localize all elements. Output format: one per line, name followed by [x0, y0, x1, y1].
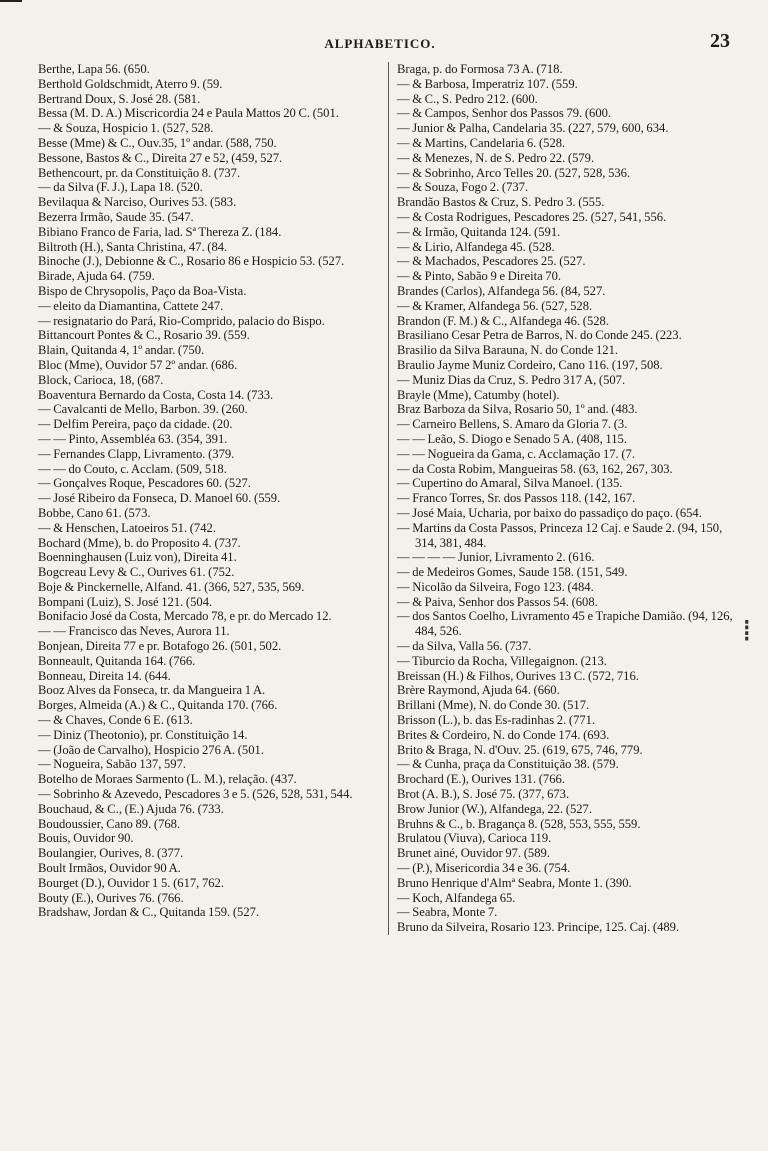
page-number: 23 [710, 30, 730, 52]
directory-entry: — & Menezes, N. de S. Pedro 22. (579. [397, 150, 595, 165]
directory-entry: Bispo de Chrysopolis, Paço da Boa-Vista. [38, 283, 247, 298]
directory-entry: Bourget (D.), Ouvidor 1 5. (617, 762. [38, 875, 225, 890]
directory-entry: Brisson (L.), b. das Es-radinhas 2. (771. [397, 713, 596, 728]
directory-entry: — Nogueira, Sabão 137, 597. [38, 757, 187, 772]
directory-entry: — Muniz Dias da Cruz, S. Pedro 317 A, (507. [397, 372, 626, 387]
directory-entry: — resignatario do Pará, Rio-Comprido, palacio do Bispo. [38, 313, 325, 328]
directory-entry: Braga, p. do Formosa 73 A. (718. [397, 62, 563, 76]
directory-entry: — Sobrinho & Azevedo, Pescadores 3 e 5. (526, 528, 531, 544. [38, 787, 353, 802]
left-column [38, 62, 389, 935]
directory-entry: Braz Barboza da Silva, Rosario 50, 1º and. (483. [397, 402, 638, 417]
directory-entry: Bloc (Mme), Ouvidor 57 2º andar. (686. [38, 357, 238, 372]
directory-entry: Bibiano Franco de Faria, lad. Sª Thereza Z. (184. [38, 224, 282, 239]
directory-entry: — Nicolão da Silveira, Fogo 123. (484. [397, 579, 594, 594]
directory-entry: — & Lirio, Alfandega 45. (528. [397, 239, 555, 254]
directory-entry: — & Barbosa, Imperatriz 107. (559. [397, 76, 578, 91]
directory-entry: — Junior & Palha, Candelaria 35. (227, 579, 600, 634. [397, 121, 669, 136]
directory-entry: Bertrand Doux, S. José 28. (581. [38, 91, 201, 106]
directory-entry: Bruno Henrique d'Almª Seabra, Monte 1. (390. [397, 875, 632, 890]
directory-entry: Berthe, Lapa 56. (650. [38, 62, 150, 76]
directory-entry: — (João de Carvalho), Hospicio 276 A. (501. [38, 742, 264, 757]
directory-entry: Bompani (Luiz), S. José 121. (504. [38, 594, 213, 609]
directory-entry: Boaventura Bernardo da Costa, Costa 14. (733. [38, 387, 274, 402]
directory-entry: Brochard (E.), Ourives 131. (766. [397, 772, 565, 787]
directory-entry: — & Martins, Candelaria 6. (528. [397, 135, 566, 150]
directory-entry: — & Souza, Hospicio 1. (527, 528. [38, 121, 214, 136]
binding-strip-mark: ⁞ [742, 614, 752, 649]
directory-entry: — & Henschen, Latoeiros 51. (742. [38, 520, 216, 535]
directory-entry: Biltroth (H.), Santa Christina, 47. (84. [38, 239, 228, 254]
directory-entry: Bonifacio José da Costa, Mercado 78, e pr. do Mercado 12. [38, 609, 332, 624]
directory-entry: Boenninghausen (Luiz von), Direita 41. [38, 550, 237, 565]
directory-entry: — Cupertino do Amaral, Silva Manoel. (135. [397, 476, 623, 491]
directory-entry: — Tiburcio da Rocha, Villegaignon. (213. [397, 653, 607, 668]
directory-entry: — eleito da Diamantina, Cattete 247. [38, 298, 224, 313]
directory-entry: Brère Raymond, Ajuda 64. (660. [397, 683, 560, 698]
directory-entry: Block, Carioca, 18, (687. [38, 372, 164, 387]
directory-entry: — de Medeiros Gomes, Saude 158. (151, 549. [397, 565, 628, 580]
directory-entry: Berthold Goldschmidt, Aterro 9. (59. [38, 76, 223, 91]
directory-entry: Bochard (Mme), b. do Proposito 4. (737. [38, 535, 241, 550]
directory-entry: Brot (A. B.), S. José 75. (377, 673. [397, 787, 570, 802]
directory-entry: Bradshaw, Jordan & C., Quitanda 159. (527. [38, 905, 260, 920]
directory-entry: — Gonçalves Roque, Pescadores 60. (527. [38, 476, 251, 491]
directory-entry: — — Pinto, Assembléa 63. (354, 391. [38, 431, 228, 446]
directory-entry: Brillani (Mme), N. do Conde 30. (517. [397, 698, 590, 713]
directory-entry: Braulio Jayme Muniz Cordeiro, Cano 116. (197, 508. [397, 357, 663, 372]
directory-entry: — & Paiva, Senhor dos Passos 54. (608. [397, 594, 598, 609]
directory-entry: Bruno da Silveira, Rosario 123. Principe, 125. Caj. (489. [397, 920, 680, 935]
directory-entry: Bittancourt Pontes & C., Rosario 39. (559. [38, 328, 250, 343]
directory-entry: — & Souza, Fogo 2. (737. [397, 180, 529, 195]
directory-entry: — & Kramer, Alfandega 56. (527, 528. [397, 298, 593, 313]
directory-entry: Brasilio da Silva Barauna, N. do Conde 121. [397, 343, 619, 358]
directory-entry: — — Francisco das Neves, Aurora 11. [38, 624, 230, 639]
directory-entry: Bezerra Irmão, Saude 35. (547. [38, 209, 194, 224]
directory-entry: Bouty (E.), Ourives 76. (766. [38, 890, 184, 905]
directory-entry: Bessa (M. D. A.) Miscricordia 24 e Paula Mattos 20 C. (501. [38, 106, 339, 121]
directory-entry: Bruhns & C., b. Bragança 8. (528, 553, 555, 559. [397, 816, 641, 831]
directory-entry: Bouis, Ouvidor 90. [38, 831, 134, 846]
directory-entry: — Martins da Costa Passos, Princeza 12 Caj. e Saude 2. (94, 150, 314, 381, 484. [397, 520, 723, 550]
directory-entry: Besse (Mme) & C., Ouv.35, 1º andar. (588, 750. [38, 135, 277, 150]
directory-entry: Brandon (F. M.) & C., Alfandega 46. (528. [397, 313, 610, 328]
directory-entry: — — do Couto, c. Acclam. (509, 518. [38, 461, 227, 476]
directory-entry: — & Machados, Pescadores 25. (527. [397, 254, 586, 269]
directory-entry: — & Campos, Senhor dos Passos 79. (600. [397, 106, 612, 121]
directory-entry: Blain, Quitanda 4, 1º andar. (750. [38, 343, 205, 358]
directory-entry: — & Costa Rodrigues, Pescadores 25. (527, 541, 556. [397, 209, 667, 224]
directory-entry: Bonneault, Quitanda 164. (766. [38, 653, 196, 668]
directory-entry: Bonneau, Direita 14. (644. [38, 668, 171, 683]
directory-entry: Boudoussier, Cano 89. (768. [38, 816, 181, 831]
directory-entry: Brunet ainé, Ouvidor 97. (589. [397, 846, 550, 861]
directory-entry: — — Nogueira da Gama, c. Acclamação 17. (7. [397, 446, 635, 461]
directory-entry: Bogcreau Levy & C., Ourives 61. (752. [38, 565, 235, 580]
directory-entry: Bonjean, Direita 77 e pr. Botafogo 26. (501, 502. [38, 639, 282, 654]
right-column [389, 62, 740, 935]
directory-entry: — da Silva, Valla 56. (737. [397, 639, 532, 654]
directory-entry: — Carneiro Bellens, S. Amaro da Gloria 7. (3. [397, 417, 628, 432]
directory-entry: — Diniz (Theotonio), pr. Constituição 14. [38, 727, 248, 742]
directory-entry: Birade, Ajuda 64. (759. [38, 269, 155, 284]
directory-entry: Booz Alves da Fonseca, tr. da Mangueira 1 A. [38, 683, 266, 698]
directory-entry: Brow Junior (W.), Alfandega, 22. (527. [397, 801, 593, 816]
directory-entry: — Seabra, Monte 7. [397, 905, 498, 920]
directory-entry: Boje & Pinckernelle, Alfand. 41. (366, 527, 535, 569. [38, 579, 305, 594]
directory-entry: Breissan (H.) & Filhos, Ourives 13 C. (572, 716. [397, 668, 639, 683]
directory-entry: — da Silva (F. J.), Lapa 18. (520. [38, 180, 203, 195]
directory-entry: Borges, Almeida (A.) & C., Quitanda 170. (766. [38, 698, 278, 713]
directory-entry: — & C., S. Pedro 212. (600. [397, 91, 538, 106]
directory-entry: — Delfim Pereira, paço da cidade. (20. [38, 417, 233, 432]
directory-entry: Brites & Cordeiro, N. do Conde 174. (693. [397, 727, 610, 742]
directory-entry: — — — — Junior, Livramento 2. (616. [397, 550, 595, 565]
directory-entry: Brandes (Carlos), Alfandega 56. (84, 527. [397, 283, 606, 298]
directory-entry: Bessone, Bastos & C., Direita 27 e 52, (459, 527. [38, 150, 283, 165]
directory-entry: — Cavalcanti de Mello, Barbon. 39. (260. [38, 402, 248, 417]
directory-entry: Bouchaud, & C., (E.) Ajuda 76. (733. [38, 801, 224, 816]
directory-entry: — & Cunha, praça da Constituição 38. (579. [397, 757, 619, 772]
directory-entry: Boulangier, Ourives, 8. (377. [38, 846, 184, 861]
directory-entry: — Franco Torres, Sr. dos Passos 118. (142, 167. [397, 491, 636, 506]
directory-entry: Boult Irmãos, Ouvidor 90 A. [38, 861, 181, 876]
directory-entry: — dos Santos Coelho, Livramento 45 e Trapiche Damião. (94, 126, 484, 526. [397, 609, 733, 639]
directory-entry: — da Costa Robim, Mangueiras 58. (63, 162, 267, 303. [397, 461, 673, 476]
directory-entry: Bevilaqua & Narciso, Ourives 53. (583. [38, 195, 237, 210]
directory-entry: Botelho de Moraes Sarmento (L. M.), relação. (437. [38, 772, 297, 787]
running-head: ALPHABETICO. [324, 36, 436, 51]
directory-entry: — José Ribeiro da Fonseca, D. Manoel 60. (559. [38, 491, 281, 506]
directory-entry: Brasiliano Cesar Petra de Barros, N. do Conde 245. (223. [397, 328, 682, 343]
directory-entry: — — Leão, S. Diogo e Senado 5 A. (408, 115. [397, 431, 627, 446]
directory-entry: Brayle (Mme), Catumby (hotel). [397, 387, 560, 402]
directory-entry: Binoche (J.), Debionne & C., Rosario 86 e Hospicio 53. (527. [38, 254, 345, 269]
page-header [30, 30, 730, 60]
directory-entry: Brito & Braga, N. d'Ouv. 25. (619, 675, 746, 779. [397, 742, 643, 757]
directory-entry: Brandão Bastos & Cruz, S. Pedro 3. (555. [397, 195, 605, 210]
directory-entry: Bobbe, Cano 61. (573. [38, 505, 151, 520]
directory-entry: — Fernandes Clapp, Livramento. (379. [38, 446, 235, 461]
directory-entry: — Koch, Alfandega 65. [397, 890, 516, 905]
directory-entry: — & Chaves, Conde 6 E. (613. [38, 713, 193, 728]
directory-entry: — & Pinto, Sabão 9 e Direita 70. [397, 269, 562, 284]
corner-rule [0, 0, 22, 2]
directory-entry: — José Maia, Ucharia, por baixo do passadiço do paço. (654. [397, 505, 702, 520]
directory-entry: Brulatou (Viuva), Carioca 119. [397, 831, 552, 846]
directory-columns [38, 62, 740, 935]
directory-entry: — & Irmão, Quitanda 124. (591. [397, 224, 561, 239]
directory-entry: Bethencourt, pr. da Constituição 8. (737. [38, 165, 241, 180]
directory-entry: — (P.), Misericordia 34 e 36. (754. [397, 861, 571, 876]
directory-entry: — & Sobrinho, Arco Telles 20. (527, 528, 536. [397, 165, 631, 180]
